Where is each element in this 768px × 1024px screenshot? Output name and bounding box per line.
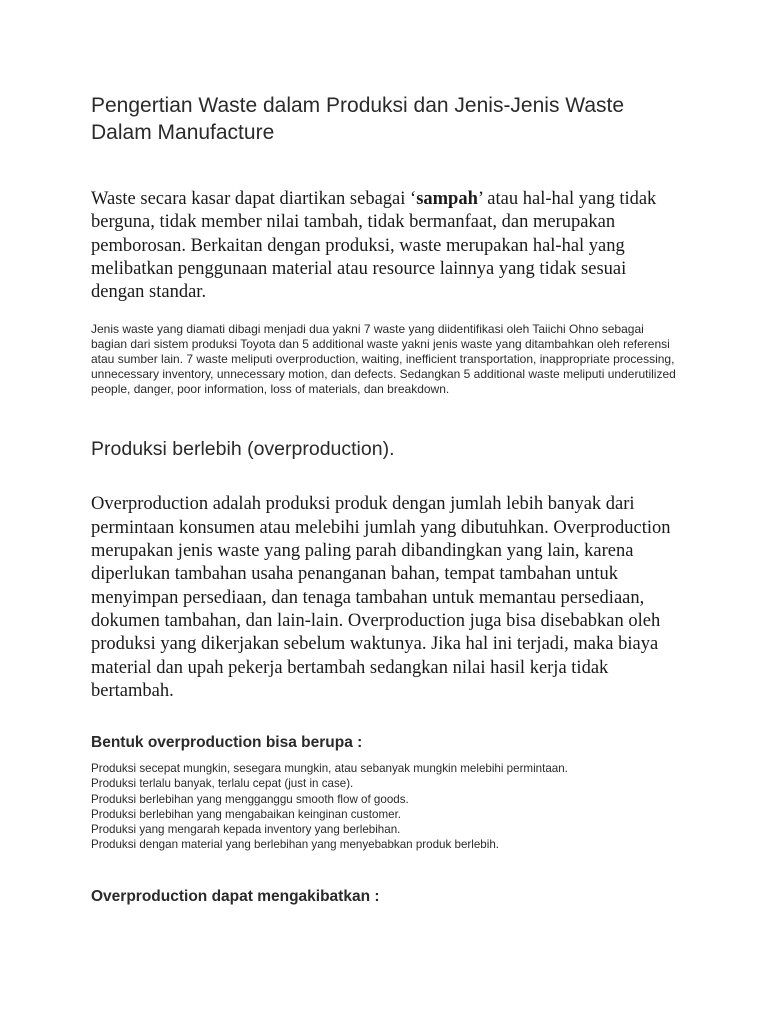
waste-types-paragraph: Jenis waste yang diamati dibagi menjadi dua yakni 7 waste yang diidentifikasi oleh Taiichi Ohno sebagai bagian dari sistem produksi Toyota dan 5 additional waste yakni jenis waste yang ditambahkan oleh referensi atau sumber lain. 7 waste meliputi overproduction, waiting, inefficient transportation, inappropriate processing, unnecessary inventory, unnecessary motion, dan defects. Sedangkan 5 additional waste meliputi underutilized people, danger, poor information, loss of materials, dan breakdown. (91, 322, 676, 397)
document-page (91, 92, 691, 906)
list-item: Produksi dengan material yang berlebihan yang menyebabkan produk berlebih. (91, 838, 499, 852)
list-item: Produksi berlebihan yang mengganggu smooth flow of goods. (91, 792, 409, 806)
intro-paragraph (91, 188, 681, 304)
effects-heading: Overproduction dapat mengakibatkan : (91, 888, 380, 906)
page-title: Pengertian Waste dalam Produksi dan Jenis-Jenis Waste Dalam Manufacture (91, 94, 625, 144)
section-heading-overproduction: Produksi berlebih (overproduction). (91, 438, 395, 461)
intro-text-before: Waste secara kasar dapat diartikan sebagai ‘ (91, 189, 417, 209)
forms-list (91, 761, 691, 852)
intro-text-after: ’ atau hal-hal yang tidak berguna, tidak member nilai tambah, tidak bermanfaat, dan merupakan pemborosan. Berkaitan dengan produksi, waste merupakan hal-hal yang melibatkan penggunaan material atau resource lainnya yang tidak sesuai dengan standar. (91, 189, 657, 303)
list-item: Produksi terlalu banyak, terlalu cepat (just in case). (91, 777, 354, 791)
intro-bold-term: sampah (416, 189, 478, 209)
overproduction-paragraph: Overproduction adalah produksi produk dengan jumlah lebih banyak dari permintaan konsumen atau melebihi jumlah yang dibutuhkan. Overproduction merupakan jenis waste yang paling parah dibandingkan yang lain, karena diperlukan tambahan usaha penanganan bahan, tempat tambahan untuk menyimpan persediaan, dan tenaga tambahan untuk memantau persediaan, dokumen tambahan, dan lain-lain. Overproduction juga bisa disebabkan oleh produksi yang dikerjakan sebelum waktunya. Jika hal ini terjadi, maka biaya material dan upah pekerja bertambah sedangkan nilai hasil kerja tidak bertambah. (91, 494, 671, 701)
list-item: Produksi secepat mungkin, sesegara mungkin, atau sebanyak mungkin melebihi permintaan. (91, 762, 568, 776)
list-item: Produksi berlebihan yang mengabaikan keinginan customer. (91, 807, 402, 821)
forms-heading: Bentuk overproduction bisa berupa : (91, 734, 363, 752)
list-item: Produksi yang mengarah kepada inventory yang berlebihan. (91, 822, 401, 836)
